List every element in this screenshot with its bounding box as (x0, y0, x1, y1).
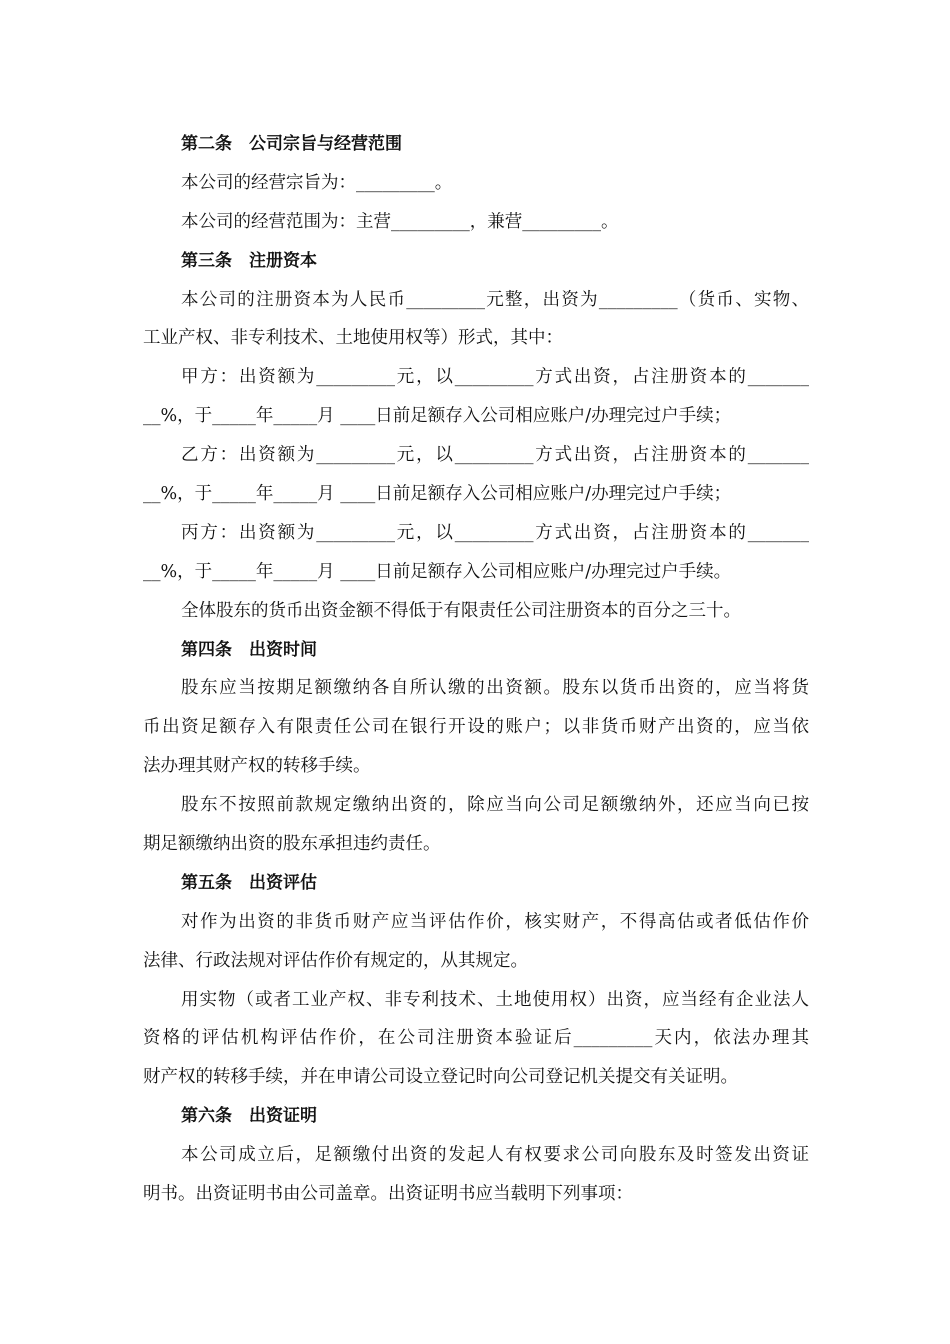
paragraph-line: __%，于_____年_____月 ____日前足额存入公司相应账户/办理完过户手续； (143, 484, 732, 505)
paragraph-line: 对作为出资的非货币财产应当评估作价，核实财产，不得高估或者低估作价 (181, 911, 809, 932)
article-heading: 第四条 出资时间 (181, 639, 317, 660)
paragraph-line: 甲方：出资额为_________元，以_________方式出资，占注册资本的_______ (181, 367, 809, 388)
paragraph-line: 期足额缴纳出资的股东承担违约责任。 (143, 834, 441, 855)
paragraph-line: 法办理其财产权的转移手续。 (143, 756, 371, 777)
paragraph-line: 财产权的转移手续，并在申请公司设立登记时向公司登记机关提交有关证明。 (143, 1067, 738, 1088)
paragraph-line: 丙方：出资额为_________元，以_________方式出资，占注册资本的_______ (181, 522, 809, 543)
article-heading: 第六条 出资证明 (181, 1106, 317, 1127)
document-body (143, 125, 809, 1214)
paragraph-line: 本公司成立后，足额缴付出资的发起人有权要求公司向股东及时签发出资证 (181, 1145, 809, 1166)
paragraph-line: 本公司的经营范围为：主营_________，兼营_________。 (181, 211, 619, 232)
article-heading: 第三条 注册资本 (181, 250, 317, 271)
paragraph-line: 本公司的注册资本为人民币_________元整，出资为_________（货币、实物、 (181, 289, 809, 310)
paragraph-line: __%，于_____年_____月 ____日前足额存入公司相应账户/办理完过户手续。 (143, 561, 732, 582)
paragraph-line: 股东应当按期足额缴纳各自所认缴的出资额。股东以货币出资的，应当将货 (181, 678, 809, 699)
paragraph-line: 币出资足额存入有限责任公司在银行开设的账户；以非货币财产出资的，应当依 (143, 717, 809, 738)
paragraph-line: 乙方：出资额为_________元，以_________方式出资，占注册资本的_______ (181, 445, 809, 466)
article-heading: 第五条 出资评估 (181, 872, 317, 893)
paragraph-line: 股东不按照前款规定缴纳出资的，除应当向公司足额缴纳外，还应当向已按 (181, 795, 809, 816)
paragraph-line: 全体股东的货币出资金额不得低于有限责任公司注册资本的百分之三十。 (181, 600, 741, 621)
paragraph-line: __%，于_____年_____月 ____日前足额存入公司相应账户/办理完过户手续； (143, 406, 732, 427)
paragraph-line: 法律、行政法规对评估作价有规定的，从其规定。 (143, 950, 528, 971)
paragraph-line: 工业产权、非专利技术、土地使用权等）形式，其中： (143, 328, 563, 349)
paragraph-line: 明书。出资证明书由公司盖章。出资证明书应当载明下列事项： (143, 1184, 633, 1205)
paragraph-line: 资格的评估机构评估作价，在公司注册资本验证后_________天内，依法办理其 (143, 1028, 809, 1049)
paragraph-line: 本公司的经营宗旨为：_________。 (181, 172, 453, 193)
article-heading: 第二条 公司宗旨与经营范围 (181, 134, 402, 154)
paragraph-line: 用实物（或者工业产权、非专利技术、土地使用权）出资，应当经有企业法人 (181, 989, 809, 1010)
